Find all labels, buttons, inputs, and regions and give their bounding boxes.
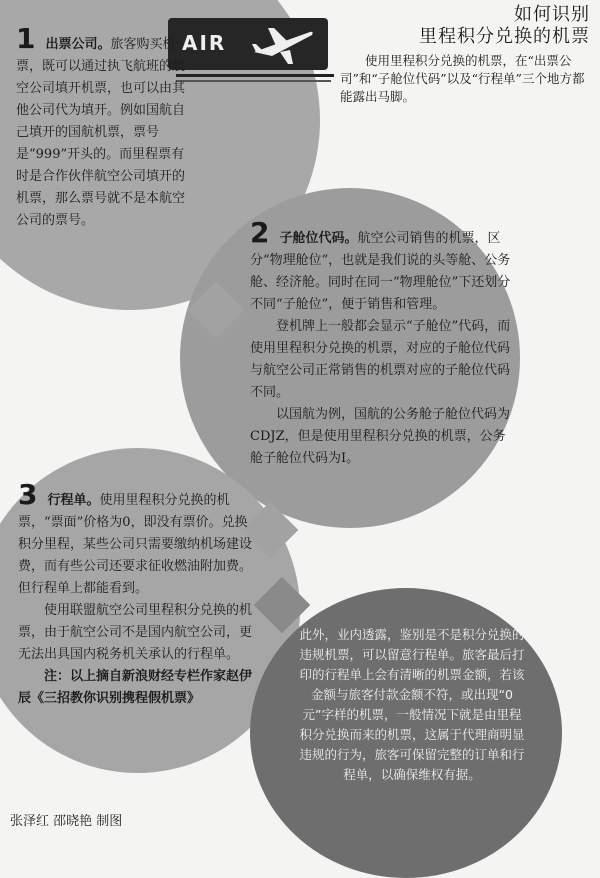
section-paragraph: 以国航为例，国航的公务舱子舱位代码为CDJZ，但是使用里程积分兑换的机票，公务舱子舱位代码为I。 — [250, 407, 511, 466]
graphic-credit: 张泽红 邵晓艳 制图 — [10, 814, 123, 829]
section-number: 1 — [16, 22, 36, 55]
air-badge — [168, 18, 328, 70]
intro-text: 使用里程积分兑换的机票，在“出票公司”和“子舱位代码”以及“行程单”三个地方都能露出马脚。 — [340, 53, 585, 104]
extra-note: 此外，业内透露，鉴别是不是积分兑换的违规机票，可以留意行程单。旅客最后打印的行程单上会有清晰的机票金额，若该金额与旅客付款金额不符，或出现“0元”字样的机票，一般情况下就是由里程积分兑换而来的机票，这属于代理商明显违规的行为，旅客可保留完整的订单和行程单，以确保维权有据。 — [299, 627, 525, 782]
decor-stripe — [176, 80, 331, 82]
section-heading: 出票公司。 — [45, 37, 111, 52]
airplane-icon — [250, 22, 316, 66]
section-number: 3 — [18, 478, 38, 511]
section-number: 2 — [250, 216, 270, 249]
section-heading: 行程单。 — [47, 493, 100, 508]
section-paragraph: 使用联盟航空公司里程积分兑换的机票，由于航空公司不是国内航空公司，更无法出具国内税务机关承认的行程单。 — [18, 603, 253, 662]
title-line-2: 里程积分兑换的机票 — [419, 26, 590, 47]
section-2 — [250, 216, 518, 470]
decor-stripe — [176, 74, 334, 77]
section-paragraph: 登机牌上一般都会显示“子舱位”代码，而使用里程积分兑换的机票，对应的子舱位代码与航空公司正常销售的机票对应的子舱位代码不同。 — [250, 319, 511, 400]
section-heading: 子舱位代码。 — [279, 231, 358, 246]
title-line-1: 如何识别 — [514, 4, 590, 25]
section-3 — [18, 478, 258, 710]
source-note: 注：以上摘自新浪财经专栏作家赵伊辰《三招教你识别携程假机票》 — [18, 669, 253, 706]
section-1 — [16, 22, 186, 232]
air-badge-label: AIR — [182, 31, 227, 55]
section-paragraph: 航空公司销售的机票，区分“物理舱位”，也就是我们说的头等舱、公务舱、经济舱。同时在同一“物理舱位”下还划分不同“子舱位”，便于销售和管理。 — [250, 231, 511, 312]
page-title — [340, 4, 590, 48]
section-paragraph: 旅客购买机票，既可以通过执飞航班的航空公司填开机票，也可以由其他公司代为填开。例如国航自己填开的国航机票，票号是“999”开头的。而里程票有时是合作伙伴航空公司填开的机票，那么票号就不是本航空公司的票号。 — [16, 37, 186, 228]
section-paragraph: 使用里程积分兑换的机票，“票面”价格为0，即没有票价。兑换积分里程，某些公司只需要缴纳机场建设费，而有些公司还要求征收燃油附加费。但行程单上都能看到。 — [18, 493, 253, 596]
